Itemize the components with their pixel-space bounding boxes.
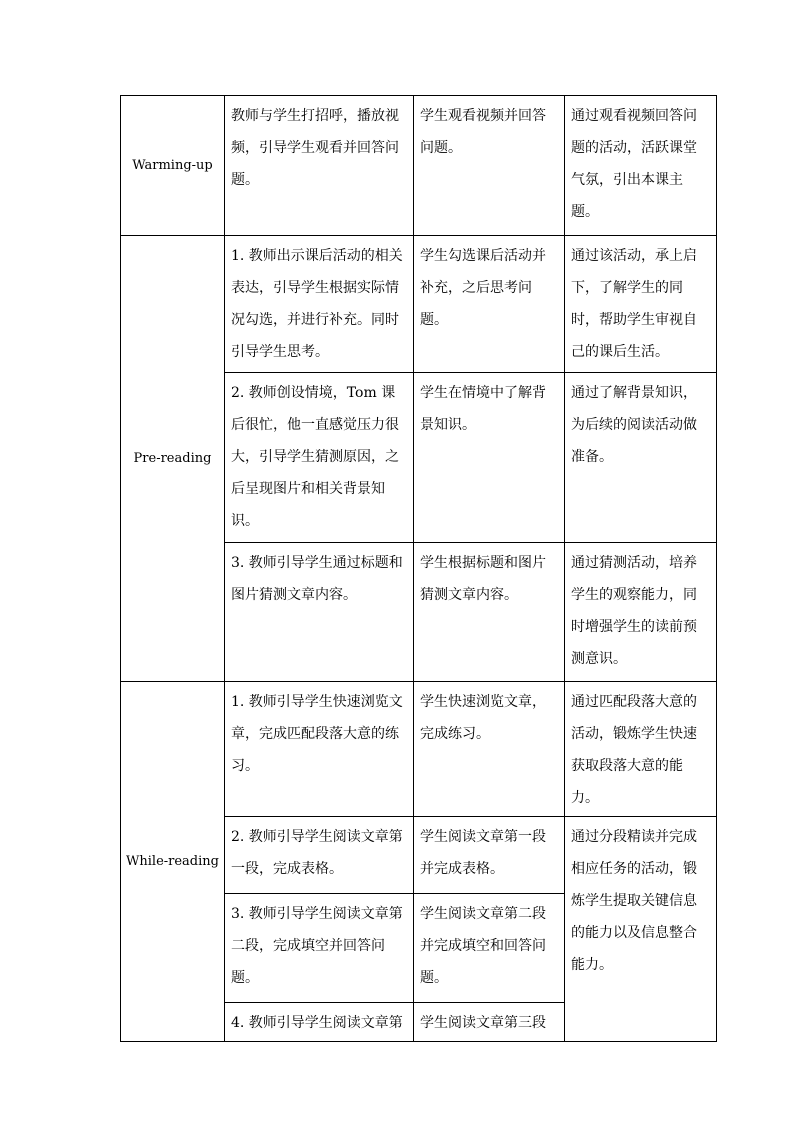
stage-while-reading: While-reading [121,682,225,1042]
stage-warming-up: Warming-up [121,96,225,236]
teacher-activity: 1. 教师引导学生快速浏览文章，完成匹配段落大意的练习。 [225,682,414,817]
teacher-activity: 3. 教师引导学生阅读文章第二段，完成填空并回答问题。 [225,894,414,1003]
teacher-activity: 3. 教师引导学生通过标题和图片猜测文章内容。 [225,543,414,682]
stage-pre-reading: Pre-reading [121,236,225,682]
teacher-activity: 教师与学生打招呼，播放视频，引导学生观看并回答问题。 [225,96,414,236]
student-activity: 学生观看视频并回答问题。 [414,96,565,236]
design-purpose: 通过观看视频回答问题的活动，活跃课堂气氛，引出本课主题。 [565,96,717,236]
student-activity: 学生阅读文章第一段并完成表格。 [414,817,565,894]
design-purpose: 通过猜测活动，培养学生的观察能力，同时增强学生的读前预测意识。 [565,543,717,682]
student-activity: 学生阅读文章第三段 [414,1003,565,1042]
teacher-activity: 2. 教师引导学生阅读文章第一段，完成表格。 [225,817,414,894]
table-row [121,96,717,236]
lesson-plan-table [120,95,717,1042]
design-purpose: 通过分段精读并完成相应任务的活动，锻炼学生提取关键信息的能力以及信息整合能力。 [565,817,717,1042]
student-activity: 学生勾选课后活动并补充，之后思考问题。 [414,236,565,373]
design-purpose: 通过了解背景知识，为后续的阅读活动做准备。 [565,373,717,543]
teacher-activity: 2. 教师创设情境，Tom 课后很忙，他一直感觉压力很大，引导学生猜测原因，之后呈现图片和相关背景知识。 [225,373,414,543]
table-row [121,682,717,817]
design-purpose: 通过匹配段落大意的活动，锻炼学生快速获取段落大意的能力。 [565,682,717,817]
teacher-activity: 4. 教师引导学生阅读文章第 [225,1003,414,1042]
table-row [121,236,717,373]
design-purpose: 通过该活动，承上启下，了解学生的同时，帮助学生审视自己的课后生活。 [565,236,717,373]
student-activity: 学生根据标题和图片猜测文章内容。 [414,543,565,682]
student-activity: 学生快速浏览文章，完成练习。 [414,682,565,817]
teacher-activity: 1. 教师出示课后活动的相关表达，引导学生根据实际情况勾选，并进行补充。同时引导学生思考。 [225,236,414,373]
student-activity: 学生在情境中了解背景知识。 [414,373,565,543]
student-activity: 学生阅读文章第二段并完成填空和回答问题。 [414,894,565,1003]
